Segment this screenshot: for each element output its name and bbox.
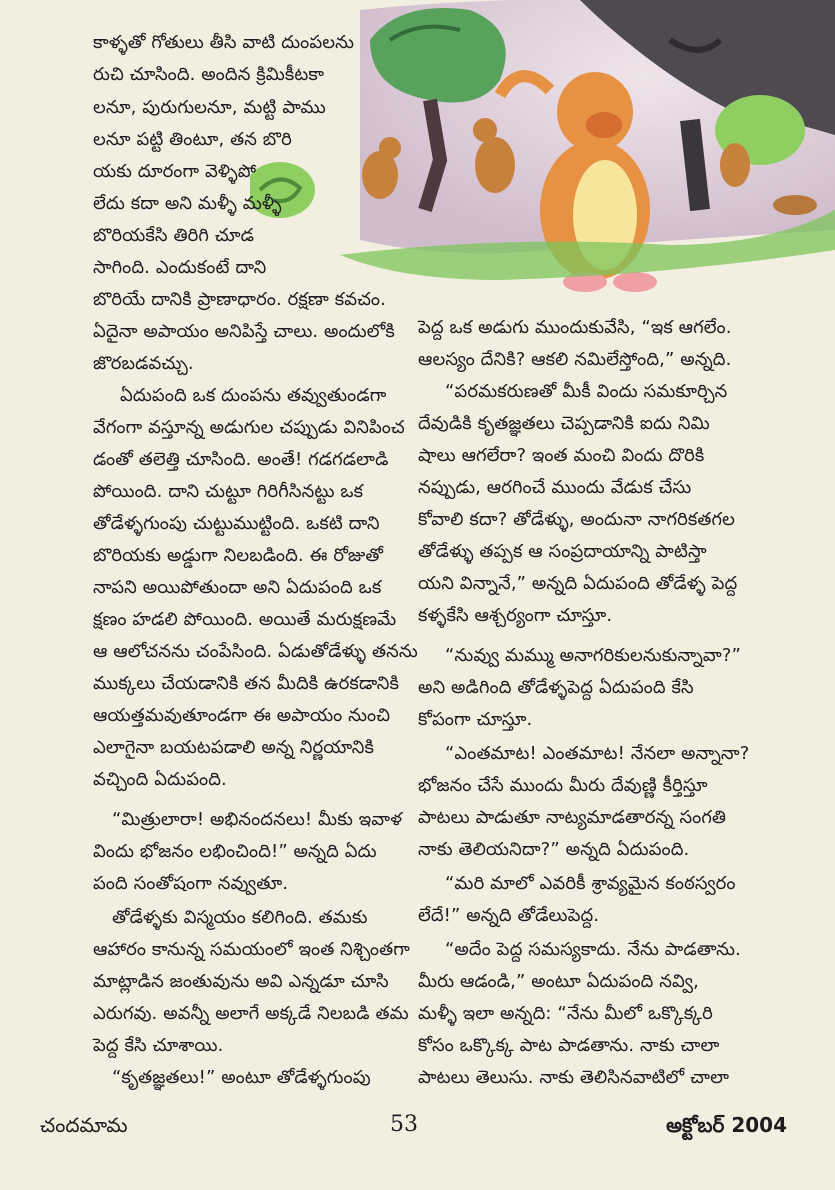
text-line: పాటలు తెలుసు. నాకు తెలిసినవాటిలో చాలా [418, 1067, 730, 1088]
text-line: లనూ, పురుగులనూ, మట్టి పాము [93, 97, 326, 118]
text-line: రుచి చూసింది. అందిన క్రిమికీటకా [93, 64, 325, 85]
text-line: ఎలాగైనా బయటపడాలి అన్న నిర్ణయానికి [93, 737, 374, 758]
text-line: తోడేళ్ళకు విస్మయం కలిగింది. తమకు [112, 907, 368, 928]
text-line: పోయింది. దాని చుట్టూ గిరిగీసినట్టు ఒక [93, 481, 364, 502]
text-line: “నువ్వు మమ్ము అనాగరికులనుకున్నావా?” [445, 645, 741, 666]
text-line: పెద్ద ఒక అడుగు ముందుకువేసి, “ఇక ఆగలేం. [418, 317, 732, 338]
magazine-name: చందమామ [40, 1113, 128, 1137]
text-line: సాగింది. ఎందుకంటే దాని [93, 257, 267, 278]
text-line: ఆహారం కానున్న సమయంలో ఇంత నిశ్చింతగా [93, 939, 410, 960]
text-line: మళ్ళీ ఇలా అన్నది: “నేను మీలో ఒక్కొక్కరి [418, 1003, 713, 1024]
text-line: పెద్ద కేసి చూశాయి. [93, 1035, 224, 1056]
text-line: డంతో తలెత్తి చూసింది. అంతే! గడగడలాడి [93, 449, 389, 470]
text-line: బొరియకేసి తిరిగి చూడ [93, 225, 255, 246]
text-line: వేగంగా వస్తూన్న అడుగుల చప్పుడు వినిపించ [93, 417, 405, 438]
text-line: మాట్లాడిన జంతువును అవి ఎన్నడూ చూసి [93, 971, 389, 992]
text-line: “కృతజ్ఞతలు!” అంటూ తోడేళ్ళగుంపు [112, 1067, 371, 1088]
text-line: కాళ్ళతో గోతులు తీసి వాటి దుంపలను [93, 32, 355, 53]
text-line: క్షణం హడలి పోయింది. అయితే మరుక్షణమే [93, 609, 397, 630]
text-line: పాటలు పాడుతూ నాట్యమాడతారన్న సంగతి [418, 807, 727, 828]
text-line: ఏదుపంది ఒక దుంపను తవ్వుతుండగా [120, 385, 387, 406]
text-line: యకు దూరంగా వెళ్ళిపో [93, 161, 257, 182]
text-line: జొరబడవచ్చు. [93, 353, 194, 374]
text-line: “అదేం పెద్ద సమస్యకాదు. నేను పాడతాను. [445, 939, 741, 960]
text-line: ఎరుగవు. అవన్నీ అలాగే అక్కడే నిలబడి తమ [93, 1003, 409, 1024]
text-line: భోజనం చేసే ముందు మీరు దేవుణ్ణి కీర్తిస్తూ [418, 775, 708, 796]
text-line: తోడేళ్ళగుంపు చుట్టుముట్టింది. ఒకటి దాని [93, 513, 380, 534]
text-line: “పరమకరుణతో మీకీ విందు సమకూర్చిన [445, 381, 728, 402]
text-line: లేదే!” అన్నది తోడేలుపెద్ద. [418, 905, 600, 926]
text-line: దేవుడికి కృతజ్ఞతలు చెప్పడానికి ఐదు నిమి [418, 413, 710, 434]
text-line: బొరియే దానికి ప్రాణాధారం. రక్షణా కవచం. [93, 289, 386, 310]
text-line: నాకు తెలియనిదా?” అన్నది ఏదుపంది. [418, 839, 690, 860]
text-line: నప్పుడు, ఆరగించే ముందు వేడుక చేసు [418, 477, 692, 498]
text-line: కోవాలి కదా? తోడేళ్ళు, అందునా నాగరికతగల [418, 509, 735, 530]
text-line: ఆయత్తమవుతూండగా ఈ అపాయం నుంచి [93, 705, 391, 726]
text-line: పంది సంతోషంగా నవ్వుతూ. [93, 873, 289, 894]
text-line: మీరు ఆడండి,” అంటూ ఏదుపంది నవ్వి, [418, 971, 699, 992]
text-line: లనూ పట్టి తింటూ, తన బొరి [93, 129, 292, 150]
text-line: యని విన్నానే,” అన్నది ఏదుపంది తోడేళ్ళ పెద్ద [418, 573, 738, 594]
text-line: ఆలస్యం దేనికి? ఆకలి నమిలేస్తోంది,” అన్నది. [418, 349, 732, 370]
issue-date: అక్టోబర్ 2004 [666, 1113, 787, 1137]
text-line: వచ్చింది ఏదుపంది. [93, 769, 227, 790]
text-line: తోడేళ్ళు తప్పక ఆ సంప్రదాయాన్ని పాటిస్తా [418, 541, 707, 562]
page-number: 53 [390, 1112, 418, 1137]
text-line: షాలు ఆగలేరా? ఇంత మంచి విందు దొరికి [418, 445, 705, 466]
text-line: విందు భోజనం లభించింది!” అన్నది ఏదు [93, 841, 377, 862]
text-line: బొరియకు అడ్డుగా నిలబడింది. ఈ రోజుతో [93, 545, 384, 566]
text-line: ఆ ఆలోచనను చంపేసింది. ఏడుతోడేళ్ళు తనను [93, 641, 418, 662]
text-line: కోసం ఒక్కొక్క పాట పాడతాను. నాకు చాలా [418, 1035, 720, 1056]
text-line: ఏదైనా అపాయం అనిపిస్తే చాలు. అందులోకి [93, 321, 395, 342]
text-line: “మిత్రులారా! అభినందనలు! మీకు ఇవాళ [112, 809, 403, 830]
text-line: అని అడిగింది తోడేళ్ళపెద్ద ఏదుపంది కేసి [418, 677, 694, 698]
text-line: “ఎంతమాట! ఎంతమాట! నేనలా అన్నానా? [445, 743, 750, 764]
text-line: ముక్కలు చేయడానికి తన మీదికి ఉరకడానికి [93, 673, 399, 694]
text-line: లేదు కదా అని మళ్ళీ మళ్ళీ [93, 193, 282, 214]
text-line: కోపంగా చూస్తూ. [418, 709, 533, 730]
text-line: నాపని అయిపోతుందా అని ఏదుపంది ఒక [93, 577, 382, 598]
text-line: “మరి మాలో ఎవరికీ శ్రావ్యమైన కంఠస్వరం [445, 873, 736, 894]
text-line: కళ్ళకేసి ఆశ్చర్యంగా చూస్తూ. [418, 605, 613, 626]
